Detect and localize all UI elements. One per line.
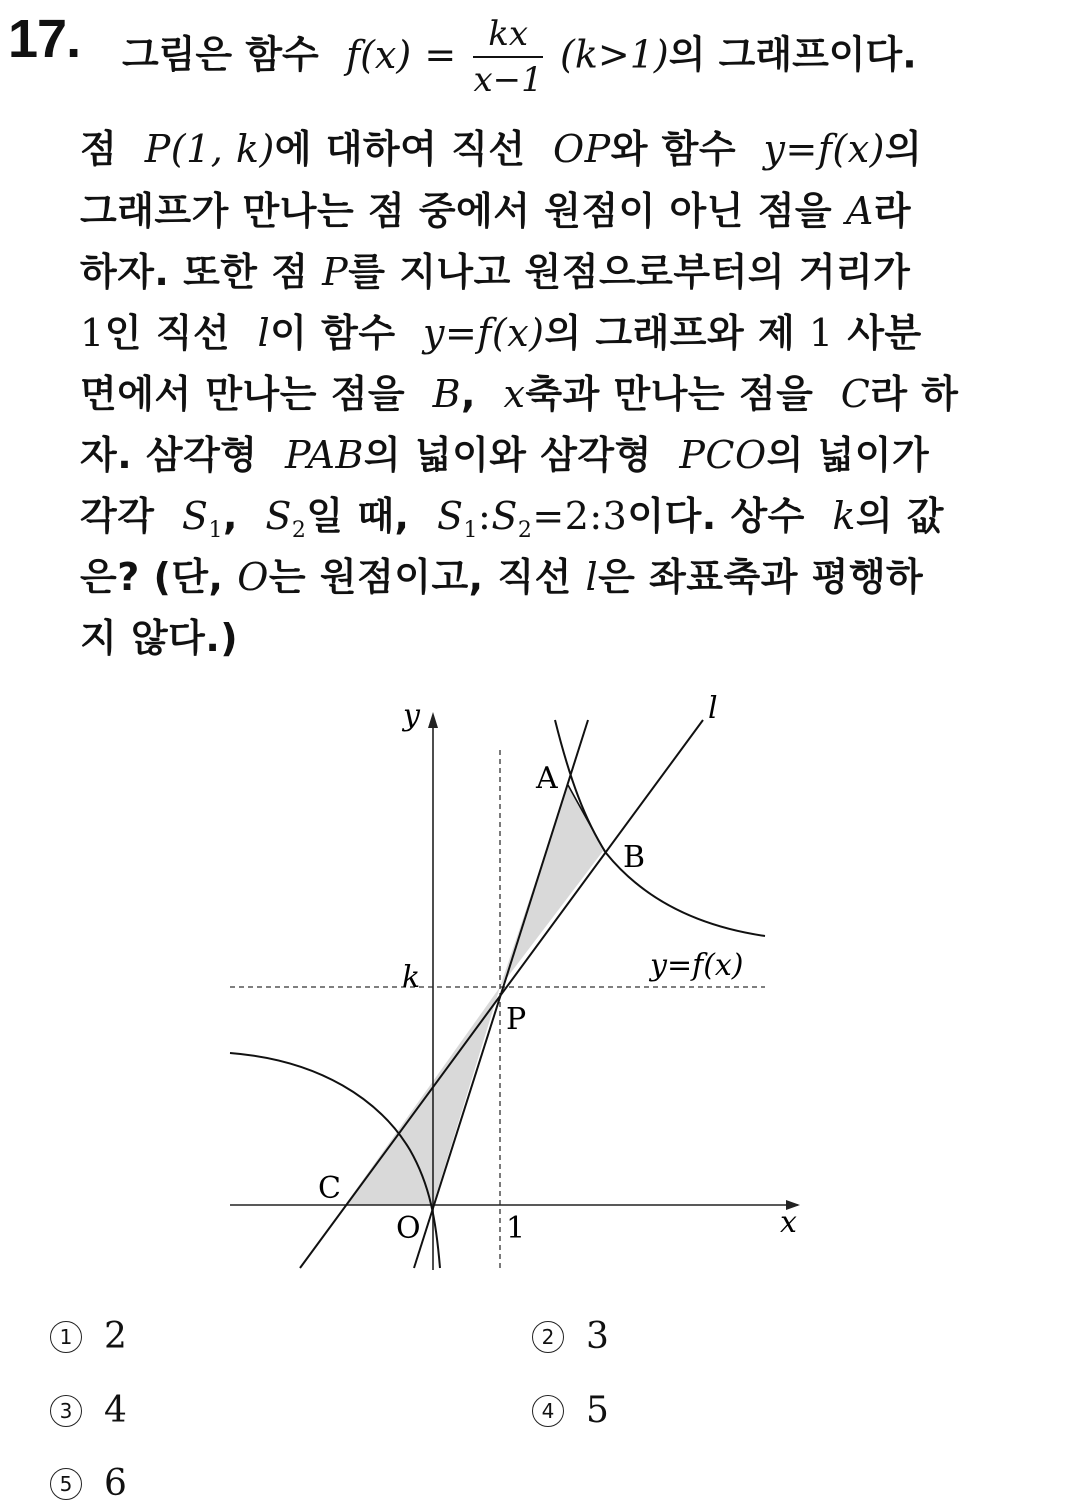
choice-5-value: 6: [104, 1463, 127, 1504]
t: 하자. 또한 점: [80, 250, 309, 294]
subscript: 1: [208, 518, 223, 543]
fx-label: f(x): [346, 32, 412, 77]
line-op: OP: [552, 127, 611, 171]
graph-figure: [0, 690, 1077, 1330]
s-var: S: [491, 494, 518, 538]
text-line-6: [80, 424, 929, 479]
t: 지 않다.): [80, 616, 239, 660]
x-axis-label: x: [780, 1205, 797, 1240]
line-l: [300, 720, 703, 1268]
triangle-pco: PCO: [679, 433, 767, 477]
text-line-5: [80, 363, 959, 418]
t: 면에서 만나는 점을: [80, 372, 406, 416]
subscript: 2: [517, 518, 533, 543]
t: ,: [461, 372, 476, 416]
choice-1-mark: 1: [50, 1321, 82, 1353]
point-c: C: [840, 372, 871, 416]
t: 은 좌표축과 평행하: [598, 555, 924, 599]
t: 일 때,: [306, 494, 410, 538]
choice-3[interactable]: [50, 1390, 127, 1431]
t: 와 함수: [610, 127, 737, 171]
t: 이다. 상수: [627, 494, 805, 538]
point-c-label: C: [318, 1171, 341, 1206]
point-p-label: P: [506, 1002, 527, 1037]
line-l-label: l: [708, 691, 718, 726]
choice-4[interactable]: [532, 1390, 609, 1431]
one-label: 1: [506, 1211, 526, 1246]
choice-3-mark: 3: [50, 1395, 82, 1427]
function-fraction: [473, 14, 542, 100]
k-condition: (k>1): [560, 32, 669, 77]
t: 점: [80, 127, 118, 171]
t: 각각: [80, 494, 155, 538]
s-var: S: [436, 494, 464, 538]
t: 의 그래프와 제: [544, 311, 796, 355]
choice-2[interactable]: [532, 1316, 609, 1357]
point-b-label: B: [623, 840, 646, 875]
choice-4-value: 5: [586, 1390, 609, 1431]
choice-3-value: 4: [104, 1390, 127, 1431]
t: 인 직선: [104, 311, 231, 355]
y-axis-arrow: [428, 712, 438, 728]
choice-1-value: 2: [104, 1316, 127, 1357]
choice-1[interactable]: [50, 1316, 127, 1357]
s-var: S: [181, 494, 209, 538]
t: 자. 삼각형: [80, 433, 258, 477]
t: 를 지나고 원점으로부터의 거리가: [348, 250, 911, 294]
t: 에 대하여 직선: [274, 127, 526, 171]
fraction-numerator: kx: [473, 14, 542, 58]
k-var: k: [832, 494, 856, 538]
question-number: 17.: [8, 9, 81, 69]
t: ,: [222, 494, 238, 538]
num-one: 1: [80, 311, 105, 355]
text-line-8: [80, 546, 923, 601]
choice-5-mark: 5: [50, 1468, 82, 1500]
subscript: 1: [463, 518, 478, 543]
text-line-2: [80, 180, 911, 235]
text-line-7: [80, 485, 944, 543]
t: 의 넓이가: [766, 433, 930, 477]
question-header: [122, 14, 917, 100]
fraction-denominator: x−1: [473, 60, 543, 100]
t: 는 원점이고, 직선: [268, 555, 572, 599]
line-l: l: [257, 311, 271, 355]
triangle-pab: PAB: [284, 433, 364, 477]
point-p: P: [322, 250, 349, 294]
t: 의 값: [855, 494, 945, 538]
choice-4-mark: 4: [532, 1395, 564, 1427]
point-b: B: [432, 372, 462, 416]
origin-label: O: [396, 1211, 421, 1246]
t: 축과 만나는 점을: [525, 372, 814, 416]
origin-o: O: [237, 555, 269, 599]
equals-sign: =: [424, 32, 457, 77]
text-line-4: [80, 302, 922, 357]
text-line-1: [80, 118, 922, 173]
t: 의 넓이와 삼각형: [363, 433, 652, 477]
k-label: k: [402, 960, 421, 995]
t: 라: [873, 189, 912, 233]
colon: :: [478, 494, 492, 538]
line-l: l: [585, 555, 599, 599]
s-var: S: [265, 494, 292, 538]
triangle-pco-shade: [345, 987, 500, 1205]
header-text-a: 그림은 함수: [122, 32, 319, 77]
y-axis-label: y: [403, 698, 420, 733]
choice-2-mark: 2: [532, 1321, 564, 1353]
point-p-coord: P(1, k): [144, 127, 275, 171]
t: 그래프가 만나는 점 중에서 원점이 아닌 점을: [80, 189, 833, 233]
t: 사분: [847, 311, 922, 355]
subscript: 2: [291, 518, 307, 543]
point-a-label: A: [536, 761, 558, 796]
t: 이 함수: [270, 311, 396, 355]
num-one: 1: [808, 311, 834, 355]
text-line-9: [80, 607, 238, 662]
choice-2-value: 3: [586, 1316, 609, 1357]
t: 라 하: [870, 372, 959, 416]
ratio-value: =2:3: [532, 494, 628, 538]
text-line-3: [80, 241, 910, 296]
curve-label: y=f(x): [650, 948, 744, 983]
y-eq-fx: y=f(x): [763, 127, 885, 171]
point-a: A: [845, 189, 874, 233]
header-text-b: 의 그래프이다.: [668, 32, 917, 77]
triangle-pab-shade: [500, 785, 603, 987]
x-var: x: [503, 372, 526, 416]
t: 은? (단,: [80, 555, 224, 599]
t: 의: [884, 127, 923, 171]
choice-5[interactable]: [50, 1463, 127, 1504]
y-eq-fx: y=f(x): [423, 311, 545, 355]
